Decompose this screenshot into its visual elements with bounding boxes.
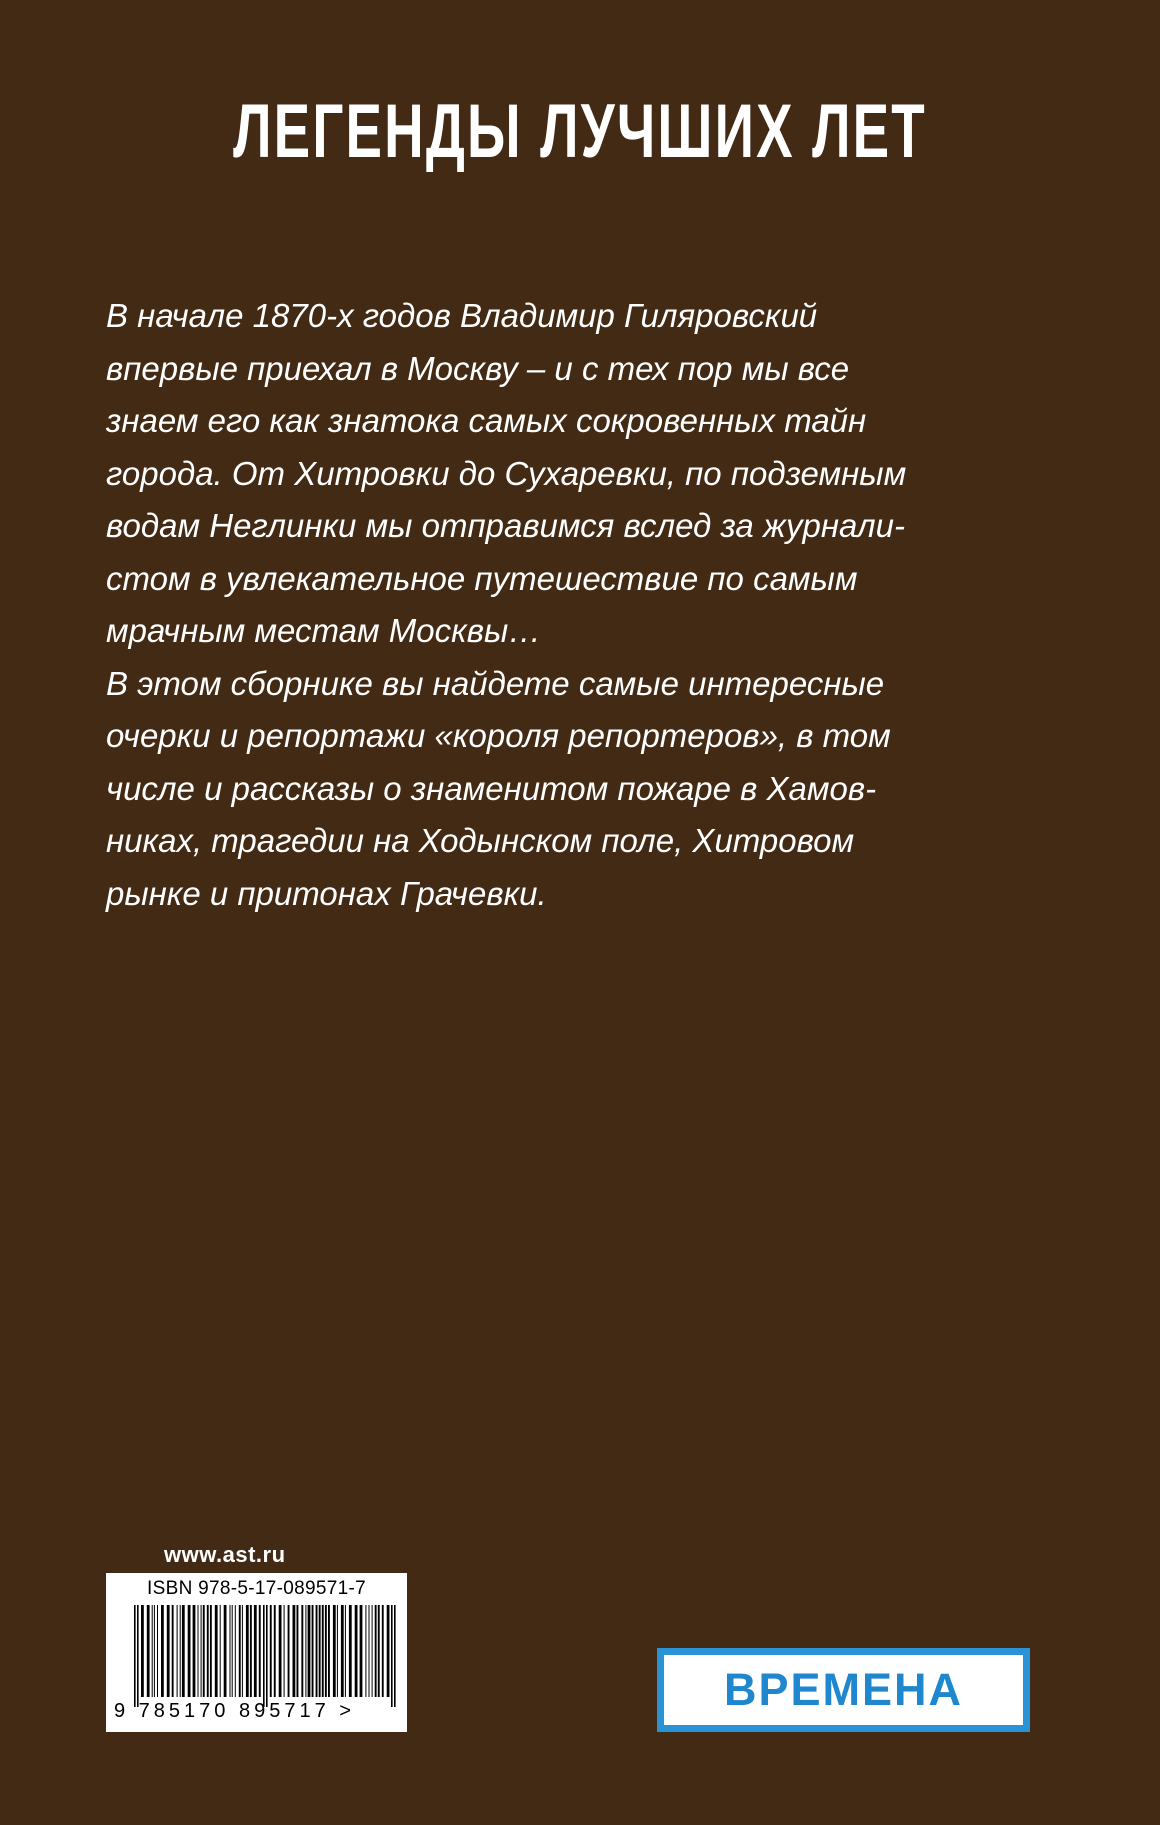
barcode-bar [152,1605,153,1697]
barcode-bar [301,1605,303,1697]
barcode-bar [382,1605,384,1697]
barcode-bar [312,1605,314,1697]
barcode-bar [316,1605,318,1697]
barcode-bar [161,1605,164,1697]
barcode-bar [378,1605,380,1697]
blurb-line: В начале 1870-х годов Владимир Гиляровский [106,297,818,334]
barcode-bar [259,1605,261,1697]
barcode-bar [203,1605,205,1697]
barcode-bar [284,1605,285,1697]
barcode-bar [230,1605,231,1697]
blurb-line: города. От Хитровки до Сухаревки, по подземным [106,454,907,492]
barcode-bar [220,1605,221,1697]
barcode-bar [360,1605,363,1697]
blurb-line: никах, трагедии на Ходынском поле, Хитровом [106,822,855,859]
barcode-bar [297,1605,299,1697]
barcode-bar [157,1605,158,1697]
barcode-bar [242,1605,243,1697]
barcode-bar [328,1605,330,1697]
publisher-logo-text: ВРЕМЕНА [723,1664,964,1715]
barcode-digits: 9 785170 895717 > [114,1700,355,1722]
barcode-bar [369,1605,370,1697]
barcode-bar [207,1605,209,1697]
publisher-logo [657,1648,1030,1732]
barcode-guard-bar [266,1605,268,1707]
barcode-bar [147,1605,150,1697]
blurb-line: числе и рассказы о знаменитом пожаре в Хамов- [106,769,877,807]
barcode-bar [167,1605,170,1697]
blurb-line: впервые приехал в Москву – и с тех пор мы все [106,349,850,387]
blurb-line: мрачным местам Москвы… [106,612,542,649]
barcode-guard-bar [137,1605,139,1707]
barcode-bar [305,1605,306,1697]
blurb-line: В этом сборнике вы найдете самые интересные [106,664,885,702]
barcode-bar [274,1605,276,1697]
barcode-bar [210,1605,212,1697]
barcode-bar [355,1605,358,1697]
barcode-bar [239,1605,241,1697]
barcode-bar [349,1605,352,1697]
barcode-bar [198,1605,199,1697]
barcode-bar [177,1605,178,1697]
barcode-guard-bar [391,1605,393,1707]
barcode-bar [235,1605,236,1697]
barcode-bar [215,1605,218,1697]
barcode-bar [375,1605,377,1697]
barcode-guard-bar [134,1605,136,1707]
barcode-bar [270,1605,272,1697]
barcode-bar [293,1605,296,1697]
barcode-guard-bar [263,1605,265,1707]
barcode-bar [250,1605,252,1697]
barcode-bar [279,1605,282,1697]
barcode-bar [201,1605,202,1697]
barcode-bar [188,1605,191,1697]
blurb-line: рынке и притонах Грачевки. [106,874,547,912]
barcode-bar [154,1605,155,1697]
barcode-bar [322,1605,324,1697]
barcode-bar [288,1605,290,1697]
barcode-bar [224,1605,227,1697]
publisher-logo-frame [664,1655,1023,1725]
series-title: ЛЕГЕНДЫ ЛУЧШИХ ЛЕТ [233,89,927,174]
blurb-line: очерки и репортажи «короля репортеров», в том [106,717,891,754]
blurb-line: знаем его как знатока самых сокровенных тайн [106,402,867,439]
barcode-bar [246,1605,249,1697]
blurb-line: водам Неглинки мы отправимся вслед за журнали- [106,507,905,544]
barcode-bar [372,1605,373,1697]
barcode-bar [365,1605,366,1697]
barcode-bar [341,1605,344,1697]
isbn-label: ISBN 978-5-17-089571-7 [147,1578,366,1599]
barcode-bar [337,1605,338,1697]
barcode-bar [182,1605,185,1697]
blurb-text [106,290,1106,920]
barcode-guard-bar [394,1605,396,1707]
publisher-website: www.ast.ru [164,1542,286,1567]
barcode-bar [141,1605,144,1697]
barcode-bar [308,1605,311,1697]
barcode-bar [319,1605,321,1697]
barcode-bar [345,1605,346,1697]
barcode-bar [387,1605,390,1697]
isbn-barcode [106,1573,407,1732]
barcode-bar [232,1605,233,1697]
barcode-bar [333,1605,336,1697]
barcode-bar [172,1605,174,1697]
barcode-bar [254,1605,257,1697]
barcode-bar [180,1605,181,1697]
barcode-bar [325,1605,327,1697]
blurb-line: стом в увлекательное путешествие по самым [106,559,858,597]
barcode-bar [193,1605,196,1697]
